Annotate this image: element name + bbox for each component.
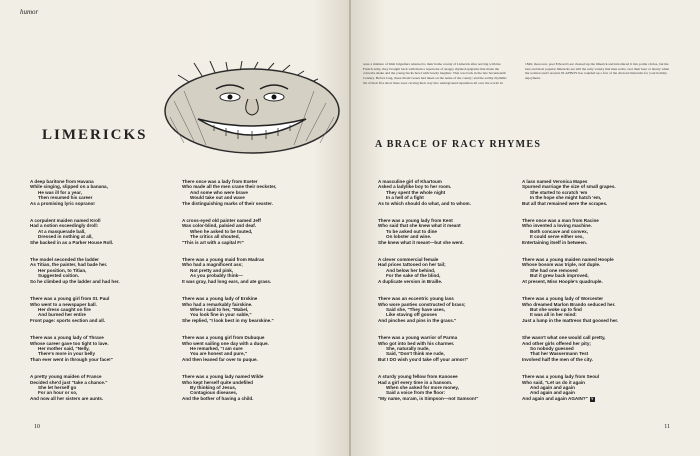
limerick-line: It could serve either sex, [530, 234, 584, 240]
limerick-line: Would take out and wave [190, 195, 245, 201]
limerick-line: Said a voice from the floor: [386, 390, 446, 396]
limerick [182, 296, 276, 323]
limerick [182, 374, 276, 401]
limerick-line: By thinking of Jesus, [190, 384, 237, 390]
limerick-line: Contagious diseases, [190, 390, 238, 396]
limerick [182, 257, 276, 284]
limerick-line: And now all her sisters are aunts. [30, 395, 104, 401]
limerick-line: While singing, slipped on a banana, [30, 184, 108, 190]
limerick-line: She started to scratch 'em [530, 189, 588, 195]
limerick-line: Suggested coition. [38, 273, 80, 279]
limerick-line: And below her behind, [386, 267, 436, 273]
limerick-column-3 [378, 179, 478, 413]
limerick-line: In a hell of a fight [386, 195, 424, 201]
limerick-line: Was color-blind, palsied and deaf. [182, 223, 257, 229]
limerick-line: There was a young maiden named Hoople [522, 257, 614, 263]
subtitle: A BRACE OF RACY RHYMES [375, 139, 542, 150]
limerick-line: The model seconded the ladder [30, 257, 99, 263]
limerick [522, 335, 618, 362]
limerick-line: And again and again [530, 384, 575, 390]
limerick-line: There was a young lady of Thrave [30, 335, 104, 341]
limerick-line: A sturdy young fellow from Kanosee [378, 374, 458, 380]
limerick-line: Who wore panties constructed of brass; [378, 301, 466, 307]
grinning-face-illustration [164, 61, 341, 157]
limerick-line: She wasn't what one would call pretty, [522, 335, 606, 341]
limerick-line: "This is art with a capital F!" [182, 239, 244, 245]
limerick-line: There was a young warrior of Parma [378, 335, 458, 341]
limerick-line: There was a young lady named Wilde [182, 374, 264, 380]
limerick-line: And again and again AGAIN?" Y [522, 395, 594, 401]
limerick-line: When he asked to be touted, [190, 228, 253, 234]
limerick-line: Who dreamed Marlon Brando seduced her. [522, 301, 616, 307]
right-page [351, 0, 700, 456]
limerick-line: Just a lump in the mattress that goosed her. [522, 317, 619, 323]
limerick-line: Like staving off gooses [386, 312, 438, 318]
limerick-line: Both concave and convex, [530, 228, 588, 234]
limerick-line: On lobster and wine. [386, 234, 432, 240]
limerick-line: Whose career gave too tight to lave. [30, 340, 109, 346]
limerick-line: She, naturally nude, [386, 345, 430, 351]
limerick-line: There was a young lady of Erskine [182, 296, 258, 302]
page-number: 10 [34, 424, 40, 430]
limerick-line: Said, "Don't think me rude, [386, 351, 445, 357]
limerick-line: As Titian, the painter, had bade her. [30, 262, 108, 268]
limerick [522, 179, 618, 206]
limerick [378, 335, 478, 362]
limerick-line: Who invented a loving machine. [522, 223, 592, 229]
end-mark-icon: Y [590, 395, 594, 401]
limerick-line: Who said that she knew what it meant [378, 223, 461, 229]
limerick [378, 374, 478, 401]
limerick-line: Had a girl every time in a hansom. [378, 379, 453, 385]
limerick [30, 335, 120, 362]
limerick-line: Than ever went in through your face!" [30, 356, 113, 362]
limerick-line: A lass named Veronica Mapes [522, 179, 588, 184]
limerick-line: For an hour or so, [38, 390, 78, 396]
limerick [30, 179, 120, 206]
limerick-line: Who made all the men crane their neckster, [182, 184, 277, 190]
limerick-column-4 [522, 179, 618, 414]
limerick-line: She knew what it meant—but she went. [378, 239, 464, 245]
limerick [182, 218, 276, 245]
limerick-line: Who had a magnificent ass; [182, 262, 243, 268]
limerick [30, 374, 120, 401]
limerick-line: She had one removed [530, 267, 578, 273]
limerick-line: Entertaining itself in between. [522, 239, 588, 245]
limerick-line: But all that remained were the scrapes. [522, 200, 608, 206]
limerick-line: For the sake of the blind, [386, 273, 441, 279]
limerick-line: Spurned marriage the size of small grapes. [522, 184, 616, 190]
limerick-line: And then leaned far over to puque. [182, 356, 258, 362]
limerick-line: So nobody guessed [530, 345, 574, 351]
limerick [378, 257, 478, 284]
limerick-line: When she asked for more money, [386, 384, 459, 390]
limerick-line: And some who were brave [190, 189, 248, 195]
limerick-line: At present, Miss Hoople's quadruple. [522, 278, 603, 284]
limerick-line: And the bother of having a child. [182, 395, 254, 401]
limerick-column-2 [182, 179, 276, 413]
limerick-line: And again and again [530, 390, 575, 396]
limerick-line: The critics all shouted, [190, 234, 240, 240]
limerick-line: Front page: sports section and all. [30, 317, 106, 323]
limerick [522, 296, 618, 323]
limerick-line: A corpulent maiden named Kroll [30, 218, 101, 224]
limerick-line: There once was a man from Racine [522, 218, 599, 224]
limerick-line: As a promising lyric soprano! [30, 200, 95, 206]
limerick-line: A deep baritone from Havana [30, 179, 94, 184]
limerick-line: As to which should do what, and to whom. [378, 200, 471, 206]
limerick-line: She replied, "I look best in my bearskine." [182, 317, 274, 323]
limerick-line: Not pretty and pink, [190, 267, 234, 273]
limerick [378, 179, 478, 206]
limerick-line: So he climbed up the ladder and had her. [30, 278, 120, 284]
limerick-line: She backed in as a Parker House Roll. [30, 239, 114, 245]
limerick-column-1 [30, 179, 120, 413]
limerick-line: You look fine in your sable," [190, 312, 252, 318]
limerick-line: There once was a lady from Exeter [182, 179, 258, 184]
limerick [522, 257, 618, 284]
limerick-line: That her Wassermann Test [530, 351, 589, 357]
limerick-line: There was a young lady of Worcester [522, 296, 604, 302]
limerick [182, 179, 276, 206]
limerick-line: Who said, "Let us do it again [522, 379, 585, 385]
limerick-line: A duplicate version in Braille. [378, 278, 443, 284]
limerick-line: A pretty young maiden of France [30, 374, 102, 380]
limerick-line: A cross-eyed old painter named Jeff [182, 218, 261, 224]
limerick-line: Who went to a newspaper ball. [30, 301, 97, 307]
limerick-line: A clever commercial female [378, 257, 439, 263]
limerick-line: There was an eccentric young lass [378, 296, 454, 302]
limerick-line: Asked a ladylike boy to her room. [378, 184, 452, 190]
limerick-line: Her mother said, "Nelly, [38, 345, 90, 351]
limerick-line: And burned her entire [38, 312, 86, 318]
limerick-line: There was a young lady from Seoul [522, 374, 600, 380]
limerick-line: "My name, ma'am, is Simpson—not Samson!" [378, 395, 479, 401]
section-label: humor [20, 8, 39, 16]
limerick-line: There was a young girl from St. Paul [30, 296, 110, 302]
limerick-line: Had prices tattooed on her tail; [378, 262, 446, 268]
limerick-line: Then resumed his career [38, 195, 93, 201]
intro-text: were a mixture of Irish brigadiers returned to their home county of Limerick after serving with the French army, they brought back with them a repertoire of snappy rhymed epigrams that made the cobwebs shake and the young bucks howl with bawdy laughter. That was back in the late Seventeenth Century. Before long, these ribald verses had taken on the name of the county; and the earthy rhythmic lilt of their five short lines were carving their way into underground reputation all over the world. In 1846, moreover, poet Edward Lear cleaned up the limerick and introduced it into polite circles, but the best and most popular limericks are still the salty variety that men recite over their beer or hearty when the women aren't around. PLAYBOY has rounded up a few of the choicest limericks for your holiday enjoyment. [363, 62, 670, 85]
limerick [522, 374, 618, 401]
limerick-line: Who kept herself quite undefiled [182, 379, 253, 385]
limerick-line: The distinguishing marks of their sexster. [182, 200, 273, 206]
limerick [522, 218, 618, 245]
limerick-line: Her position, to Titian, [38, 267, 87, 273]
limerick-line: And other girls offered her pity; [522, 340, 591, 346]
limerick-line: At a masquerade ball, [38, 228, 86, 234]
limerick-line: To be asked out to dine [386, 228, 437, 234]
limerick-line: But she woke up to find [530, 306, 582, 312]
limerick-line: You are honest and pure," [190, 351, 247, 357]
limerick-line: It was all in her mind: [530, 312, 577, 318]
limerick-line: Had a notion exceedingly droll: [30, 223, 99, 229]
limerick-line: In the hope she might hatch 'em, [530, 195, 602, 201]
limerick-line: There was a young lady from Kent [378, 218, 453, 224]
left-page [0, 0, 349, 456]
limerick-line: There was a young girl from Dubuque [182, 335, 265, 341]
limerick-line: Who had a remarkably fairskine. [182, 301, 253, 307]
limerick-line: Who went sailing one day with a duque. [182, 340, 269, 346]
limerick-line: She let herself go [38, 384, 77, 390]
limerick-line: Said she, "They have uses, [386, 306, 446, 312]
limerick-line: There was a young maid from Madras [182, 257, 265, 263]
limerick-line: There's more in your belly [38, 351, 96, 357]
limerick-line: And pinches and pins in the grass." [378, 317, 457, 323]
page-number: 11 [664, 424, 670, 430]
limerick [378, 296, 478, 323]
limerick-line: A masculine girl of Khartoum [378, 179, 442, 184]
limerick [30, 257, 120, 284]
limerick-line: Involved half the men of the city. [522, 356, 593, 362]
page-title: LIMERICKS [42, 127, 148, 143]
limerick-line: Whose bosom was triple, not duple. [522, 262, 601, 268]
limerick [182, 335, 276, 362]
limerick-line: But it grew back improved, [530, 273, 589, 279]
limerick [30, 218, 120, 245]
limerick [378, 218, 478, 245]
limerick-line: He remarked, "I am sure [190, 345, 243, 351]
limerick-line: Dressed in nothing at all, [38, 234, 93, 240]
limerick-line: He was ill for a year, [38, 189, 82, 195]
limerick-line: Who got into bed with his charmer. [378, 340, 455, 346]
limerick-line: Decided she'd just "take a chance." [30, 379, 108, 385]
limerick-line: It was gray, had long ears, and ate grass. [182, 278, 272, 284]
limerick-line: As you probably think— [190, 273, 243, 279]
limerick-line: Her dress caught on fire [38, 306, 91, 312]
limerick-line: When I said to her, "Mabel, [190, 306, 249, 312]
limerick-line: They spent the whole night [386, 189, 446, 195]
limerick [30, 296, 120, 323]
limerick-line: But I DO wish you'd take off your armor!" [378, 356, 469, 362]
